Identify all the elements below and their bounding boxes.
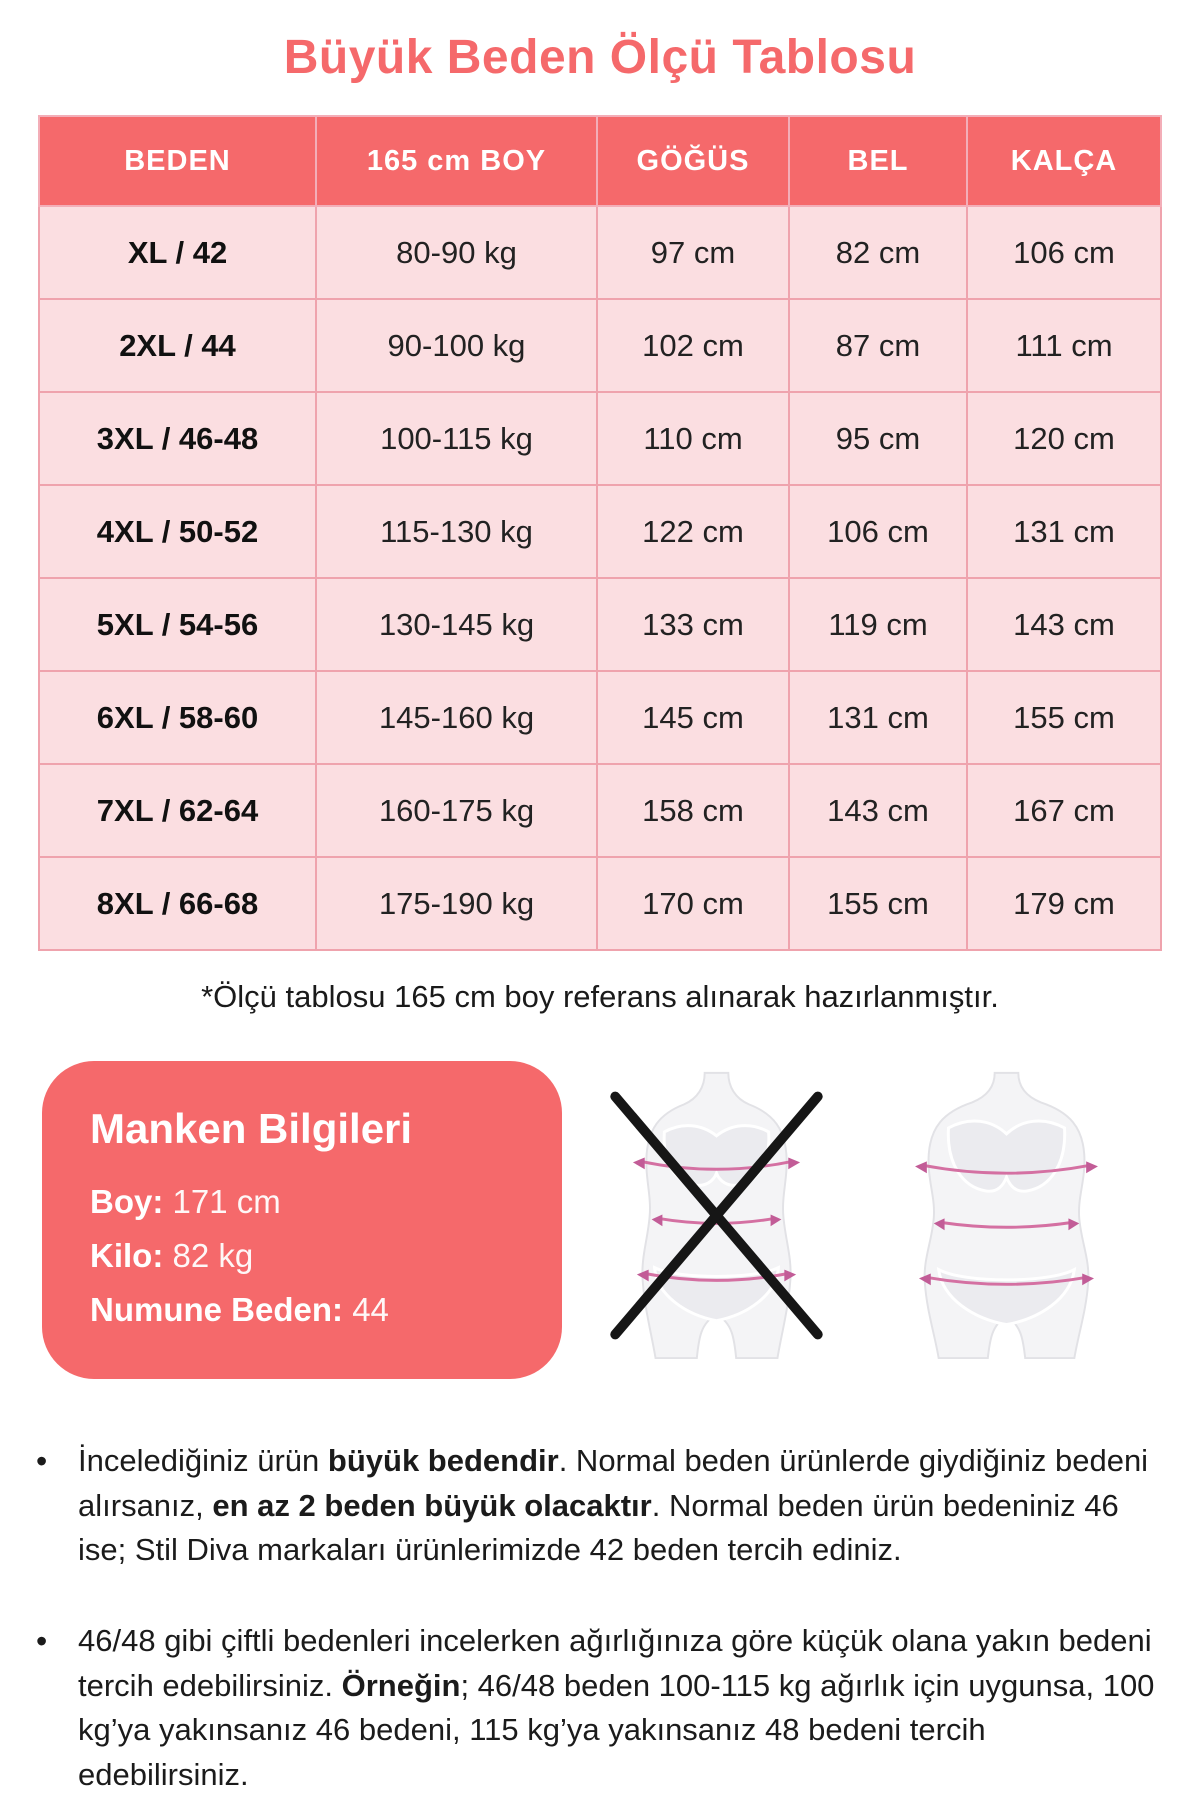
header-beden: BEDEN <box>39 116 316 206</box>
text-segment-bold: Örneğin <box>341 1667 461 1703</box>
model-height-label: Boy <box>90 1183 153 1220</box>
hip-cell: 143 cm <box>967 578 1161 671</box>
plus-size-body-icon <box>889 1067 1124 1362</box>
hip-cell: 120 cm <box>967 392 1161 485</box>
hip-cell: 155 cm <box>967 671 1161 764</box>
weight-cell: 115-130 kg <box>316 485 597 578</box>
size-cell: 4XL / 50-52 <box>39 485 316 578</box>
hip-cell: 106 cm <box>967 206 1161 299</box>
weight-cell: 90-100 kg <box>316 299 597 392</box>
waist-cell: 119 cm <box>789 578 967 671</box>
size-cell: XL / 42 <box>39 206 316 299</box>
chest-cell: 97 cm <box>597 206 789 299</box>
table-row <box>39 392 1161 485</box>
table-header-row <box>39 116 1161 206</box>
size-cell: 6XL / 58-60 <box>39 671 316 764</box>
size-cell: 2XL / 44 <box>39 299 316 392</box>
waist-cell: 106 cm <box>789 485 967 578</box>
separator: : <box>332 1291 353 1328</box>
table-row <box>39 578 1161 671</box>
list-item <box>36 1439 1162 1573</box>
hip-cell: 111 cm <box>967 299 1161 392</box>
waist-cell: 131 cm <box>789 671 967 764</box>
page-title: Büyük Beden Ölçü Tablosu <box>283 31 917 84</box>
body-figures <box>562 1061 1160 1362</box>
model-info-card <box>42 1061 562 1379</box>
note-text-double-sizes <box>78 1619 1162 1798</box>
hip-cell: 179 cm <box>967 857 1161 950</box>
waist-cell: 82 cm <box>789 206 967 299</box>
weight-cell: 80-90 kg <box>316 206 597 299</box>
model-sample-size-label: Numune Beden <box>90 1291 333 1328</box>
model-height-line <box>90 1183 514 1221</box>
notes-list <box>36 1439 1162 1797</box>
slim-body-crossed-out-icon <box>599 1067 834 1362</box>
waist-cell: 155 cm <box>789 857 967 950</box>
bullet-icon: • <box>36 1443 48 1479</box>
chest-cell: 170 cm <box>597 857 789 950</box>
chest-cell: 110 cm <box>597 392 789 485</box>
size-table <box>38 115 1162 951</box>
chest-cell: 122 cm <box>597 485 789 578</box>
weight-cell: 145-160 kg <box>316 671 597 764</box>
weight-cell: 100-115 kg <box>316 392 597 485</box>
chest-cell: 133 cm <box>597 578 789 671</box>
table-footnote: *Ölçü tablosu 165 cm boy referans alınarak hazırlanmıştır. <box>201 979 999 1014</box>
text-segment: . Normal beden ürün bedeniniz 46 ise; Stil Diva markaları ürünlerimizde 42 beden tercih ediniz. <box>78 1487 1119 1568</box>
text-segment: 46/48 gibi çiftli bedenleri incelerken ağırlığınıza göre küçük olana yakın bedeni tercih edebilirsiniz. <box>78 1622 1152 1703</box>
model-sample-size-value: 44 <box>352 1291 389 1328</box>
table-row <box>39 764 1161 857</box>
chest-cell: 145 cm <box>597 671 789 764</box>
waist-cell: 87 cm <box>789 299 967 392</box>
header-boy: 165 cm BOY <box>316 116 597 206</box>
chest-cell: 158 cm <box>597 764 789 857</box>
model-info-section <box>42 1061 1160 1379</box>
waist-cell: 95 cm <box>789 392 967 485</box>
note-text-plus-size <box>78 1439 1162 1573</box>
table-row <box>39 857 1161 950</box>
table-row <box>39 671 1161 764</box>
model-sample-size-line <box>90 1291 514 1329</box>
waist-cell: 143 cm <box>789 764 967 857</box>
hip-cell: 167 cm <box>967 764 1161 857</box>
table-row <box>39 206 1161 299</box>
table-row <box>39 485 1161 578</box>
weight-cell: 130-145 kg <box>316 578 597 671</box>
separator: : <box>152 1183 173 1220</box>
model-info-title: Manken Bilgileri <box>90 1105 413 1152</box>
separator: : <box>152 1237 173 1274</box>
bullet-icon: • <box>36 1622 48 1659</box>
chest-cell: 102 cm <box>597 299 789 392</box>
size-cell: 7XL / 62-64 <box>39 764 316 857</box>
header-kalca: KALÇA <box>967 116 1161 206</box>
model-height-value: 171 cm <box>172 1183 281 1220</box>
size-cell: 8XL / 66-68 <box>39 857 316 950</box>
header-gogus: GÖĞÜS <box>597 116 789 206</box>
model-weight-value: 82 kg <box>172 1237 254 1274</box>
text-segment: İncelediğiniz ürün <box>78 1443 328 1478</box>
weight-cell: 160-175 kg <box>316 764 597 857</box>
header-bel: BEL <box>789 116 967 206</box>
model-weight-line <box>90 1237 514 1275</box>
list-item <box>36 1619 1162 1798</box>
model-weight-label: Kilo <box>90 1237 153 1274</box>
size-cell: 3XL / 46-48 <box>39 392 316 485</box>
hip-cell: 131 cm <box>967 485 1161 578</box>
text-segment-bold: en az 2 beden büyük olacaktır <box>212 1487 652 1523</box>
table-row <box>39 299 1161 392</box>
text-segment: ; 46/48 beden 100-115 kg ağırlık için uygunsa, 100 kg’ya yakınsanız 46 bedeni, 115 kg’ya yakınsanız 48 bedeni tercih edebilirsiniz. <box>78 1667 1155 1792</box>
weight-cell: 175-190 kg <box>316 857 597 950</box>
text-segment: . Normal beden ürünlerde giydiğiniz bedeni alırsanız, <box>78 1443 1149 1523</box>
text-segment-bold: büyük bedendir <box>327 1443 559 1478</box>
size-cell: 5XL / 54-56 <box>39 578 316 671</box>
